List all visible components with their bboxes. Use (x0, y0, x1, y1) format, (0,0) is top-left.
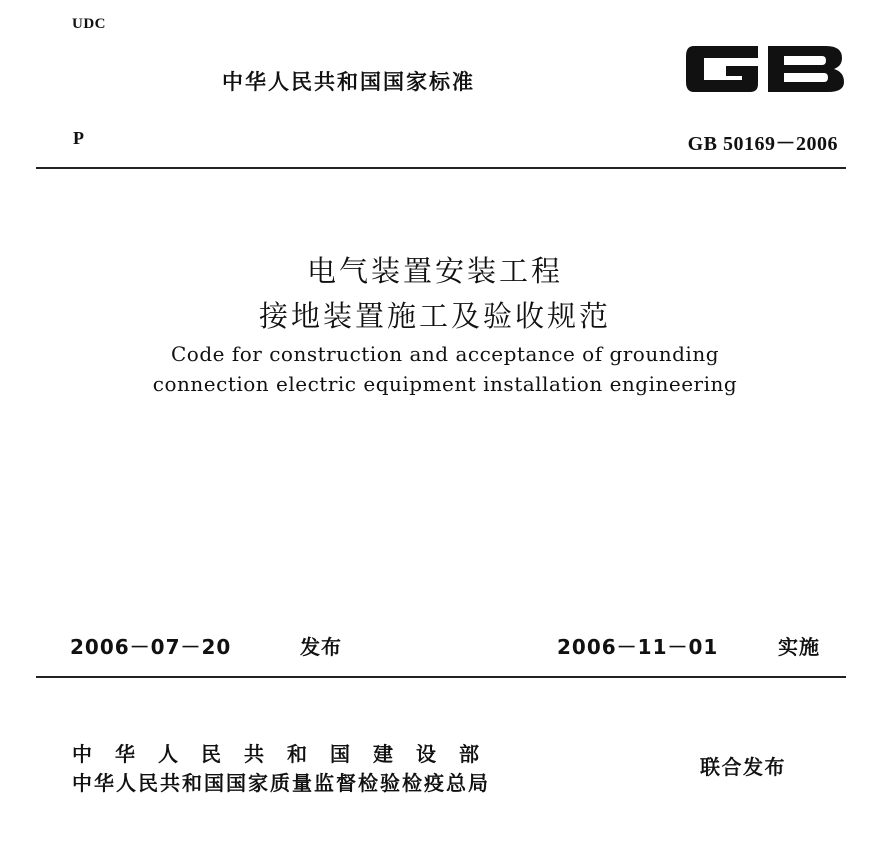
joint-release-label: 联合发布 (700, 755, 786, 779)
category-code: P (73, 128, 84, 148)
release-label: 发布 (300, 635, 342, 659)
footer-divider (36, 676, 846, 678)
national-standard-heading: 中华人民共和国国家标准 (222, 70, 475, 94)
standard-number: GB 50169－2006 (687, 133, 838, 155)
udc-label: UDC (72, 16, 106, 32)
gb-logo (684, 38, 846, 100)
implementation-date: 2006－11－01 (557, 635, 719, 659)
release-date: 2006－07－20 (70, 635, 232, 659)
issuer-aqsiq: 中华人民共和国国家质量监督检验检疫总局 (72, 771, 490, 795)
implementation-label: 实施 (778, 635, 820, 659)
gb-logo-b-shape (768, 46, 844, 92)
title-english-line-2: connection electric equipment installation engineering (152, 372, 738, 396)
issuer-ministry: 中华人民共和国建设部 (72, 742, 502, 766)
title-chinese-line-2: 接地装置施工及验收规范 (258, 299, 611, 333)
header-divider (36, 167, 846, 169)
gb-logo-g-shape (686, 46, 758, 92)
title-chinese-line-1: 电气装置安装工程 (306, 254, 563, 288)
title-english-line-1: Code for construction and acceptance of grounding (171, 342, 719, 366)
